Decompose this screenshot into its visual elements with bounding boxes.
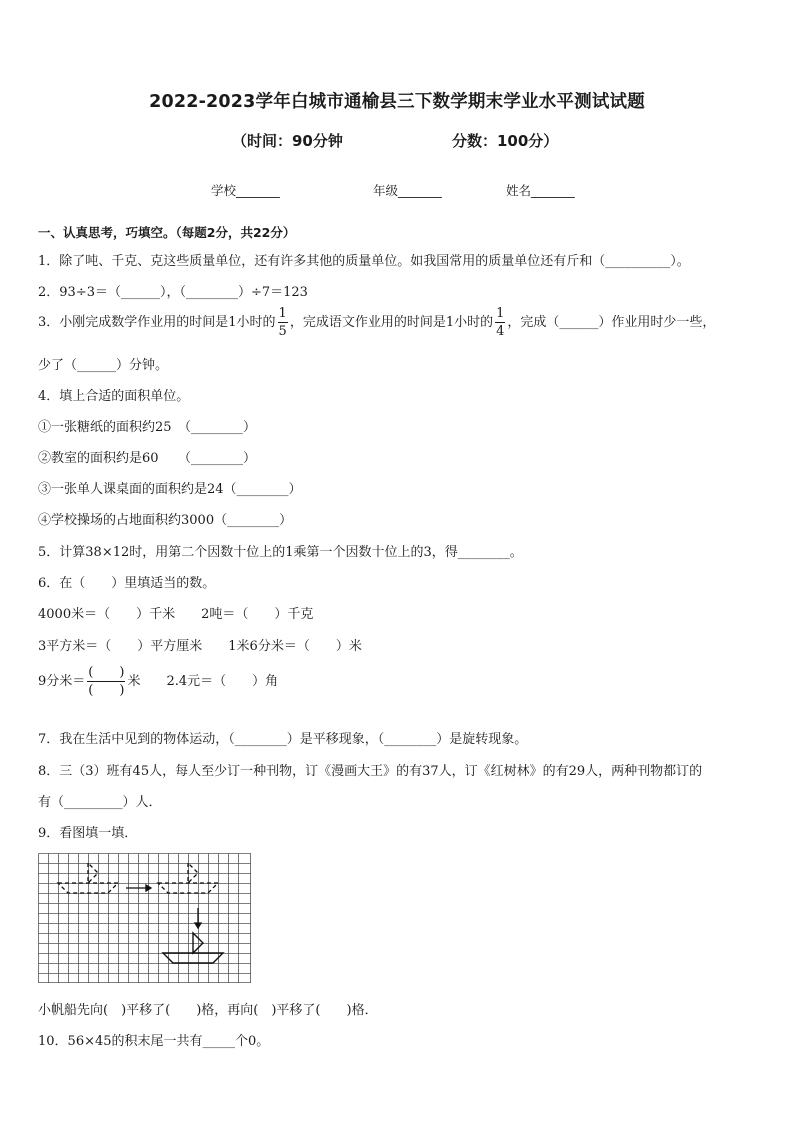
name-field[interactable]: 姓名_______	[506, 183, 575, 198]
blank-fraction	[87, 666, 125, 697]
sailboat-solid-bottom	[163, 933, 223, 963]
question-6-line-2: 3平方米＝（ ）平方厘米 1米6分米＝（ ）米	[38, 639, 362, 654]
question-3-text-b: ，完成语文作业用的时间是1小时的	[289, 315, 494, 330]
grid-lines	[39, 854, 252, 984]
fraction-denominator: ( )	[88, 683, 125, 698]
question-7: 7．我在生活中见到的物体运动，（________）是平移现象，（________）是旋转现象。	[38, 732, 528, 747]
question-4-item-4: ④学校操场的占地面积约3000（________）	[38, 513, 293, 528]
question-6-line-3-text-a: 9分米＝	[38, 674, 86, 689]
fraction-one-fifth	[278, 307, 288, 338]
question-8-line-2: 有（_________）人．	[38, 795, 162, 810]
question-6: 6．在（ ）里填适当的数。	[38, 576, 216, 591]
question-9-answer: 小帆船先向( )平移了( )格，再向( )平移了( )格．	[38, 1003, 378, 1018]
fraction-denominator: 4	[496, 324, 505, 339]
fraction-one-fourth	[495, 307, 505, 338]
question-3	[38, 307, 715, 338]
question-8: 8．三（3）班有45人，每人至少订一种刊物，订《漫画大王》的有37人，订《红树林》的有29人，两种刊物都订的	[38, 764, 703, 779]
question-6-line-3-text-b: 米 2.4元＝（ ）角	[127, 674, 279, 689]
sailboat-grid-figure	[38, 853, 252, 987]
question-2: 2．93÷3＝（______），（________）÷7＝123	[38, 285, 308, 300]
grade-field[interactable]: 年级_______	[373, 183, 442, 198]
section-heading: 一、认真思考，巧填空。（每题2分，共22分）	[38, 225, 296, 240]
question-5: 5．计算38×12时，用第二个因数十位上的1乘第一个因数十位上的3，得________。	[38, 545, 523, 560]
page-title: 2022-2023学年白城市通榆县三下数学期末学业水平测试试题	[149, 92, 645, 112]
question-9: 9．看图填一填．	[38, 826, 138, 841]
school-field[interactable]: 学校_______	[211, 183, 280, 198]
question-4: 4．填上合适的面积单位。	[38, 389, 190, 404]
question-3-line-2: 少了（______）分钟。	[38, 358, 169, 373]
question-1: 1．除了吨、千克、克这些质量单位，还有许多其他的质量单位。如我国常用的质量单位还有斤和（__________）。	[38, 254, 690, 269]
exam-time: （时间：90分钟	[232, 132, 343, 150]
grid-diagram	[38, 853, 252, 983]
fraction-numerator: 1	[278, 306, 287, 321]
question-4-item-2: ②教室的面积约是60 （________）	[38, 451, 257, 466]
sailboat-dashed-left	[58, 863, 118, 893]
question-4-item-3: ③一张单人课桌面的面积约是24（________）	[38, 482, 302, 497]
exam-score: 分数：100分）	[452, 132, 559, 150]
question-10: 10．56×45的积末尾一共有_____个0。	[38, 1034, 270, 1049]
sailboat-dashed-right	[158, 863, 218, 893]
question-6-line-3	[38, 666, 278, 697]
arrow-icon	[126, 885, 201, 928]
fraction-numerator: ( )	[88, 665, 125, 680]
fraction-numerator: 1	[496, 306, 505, 321]
question-3-text-c: ，完成（______）作业用时少一些，	[507, 315, 716, 330]
fraction-denominator: 5	[278, 324, 287, 339]
question-6-line-1: 4000米＝（ ）千米 2吨＝（ ）千克	[38, 607, 314, 622]
question-4-item-1: ①一张糖纸的面积约25 （________）	[38, 420, 257, 435]
question-3-text-a: 3．小刚完成数学作业用的时间是1小时的	[38, 315, 276, 330]
